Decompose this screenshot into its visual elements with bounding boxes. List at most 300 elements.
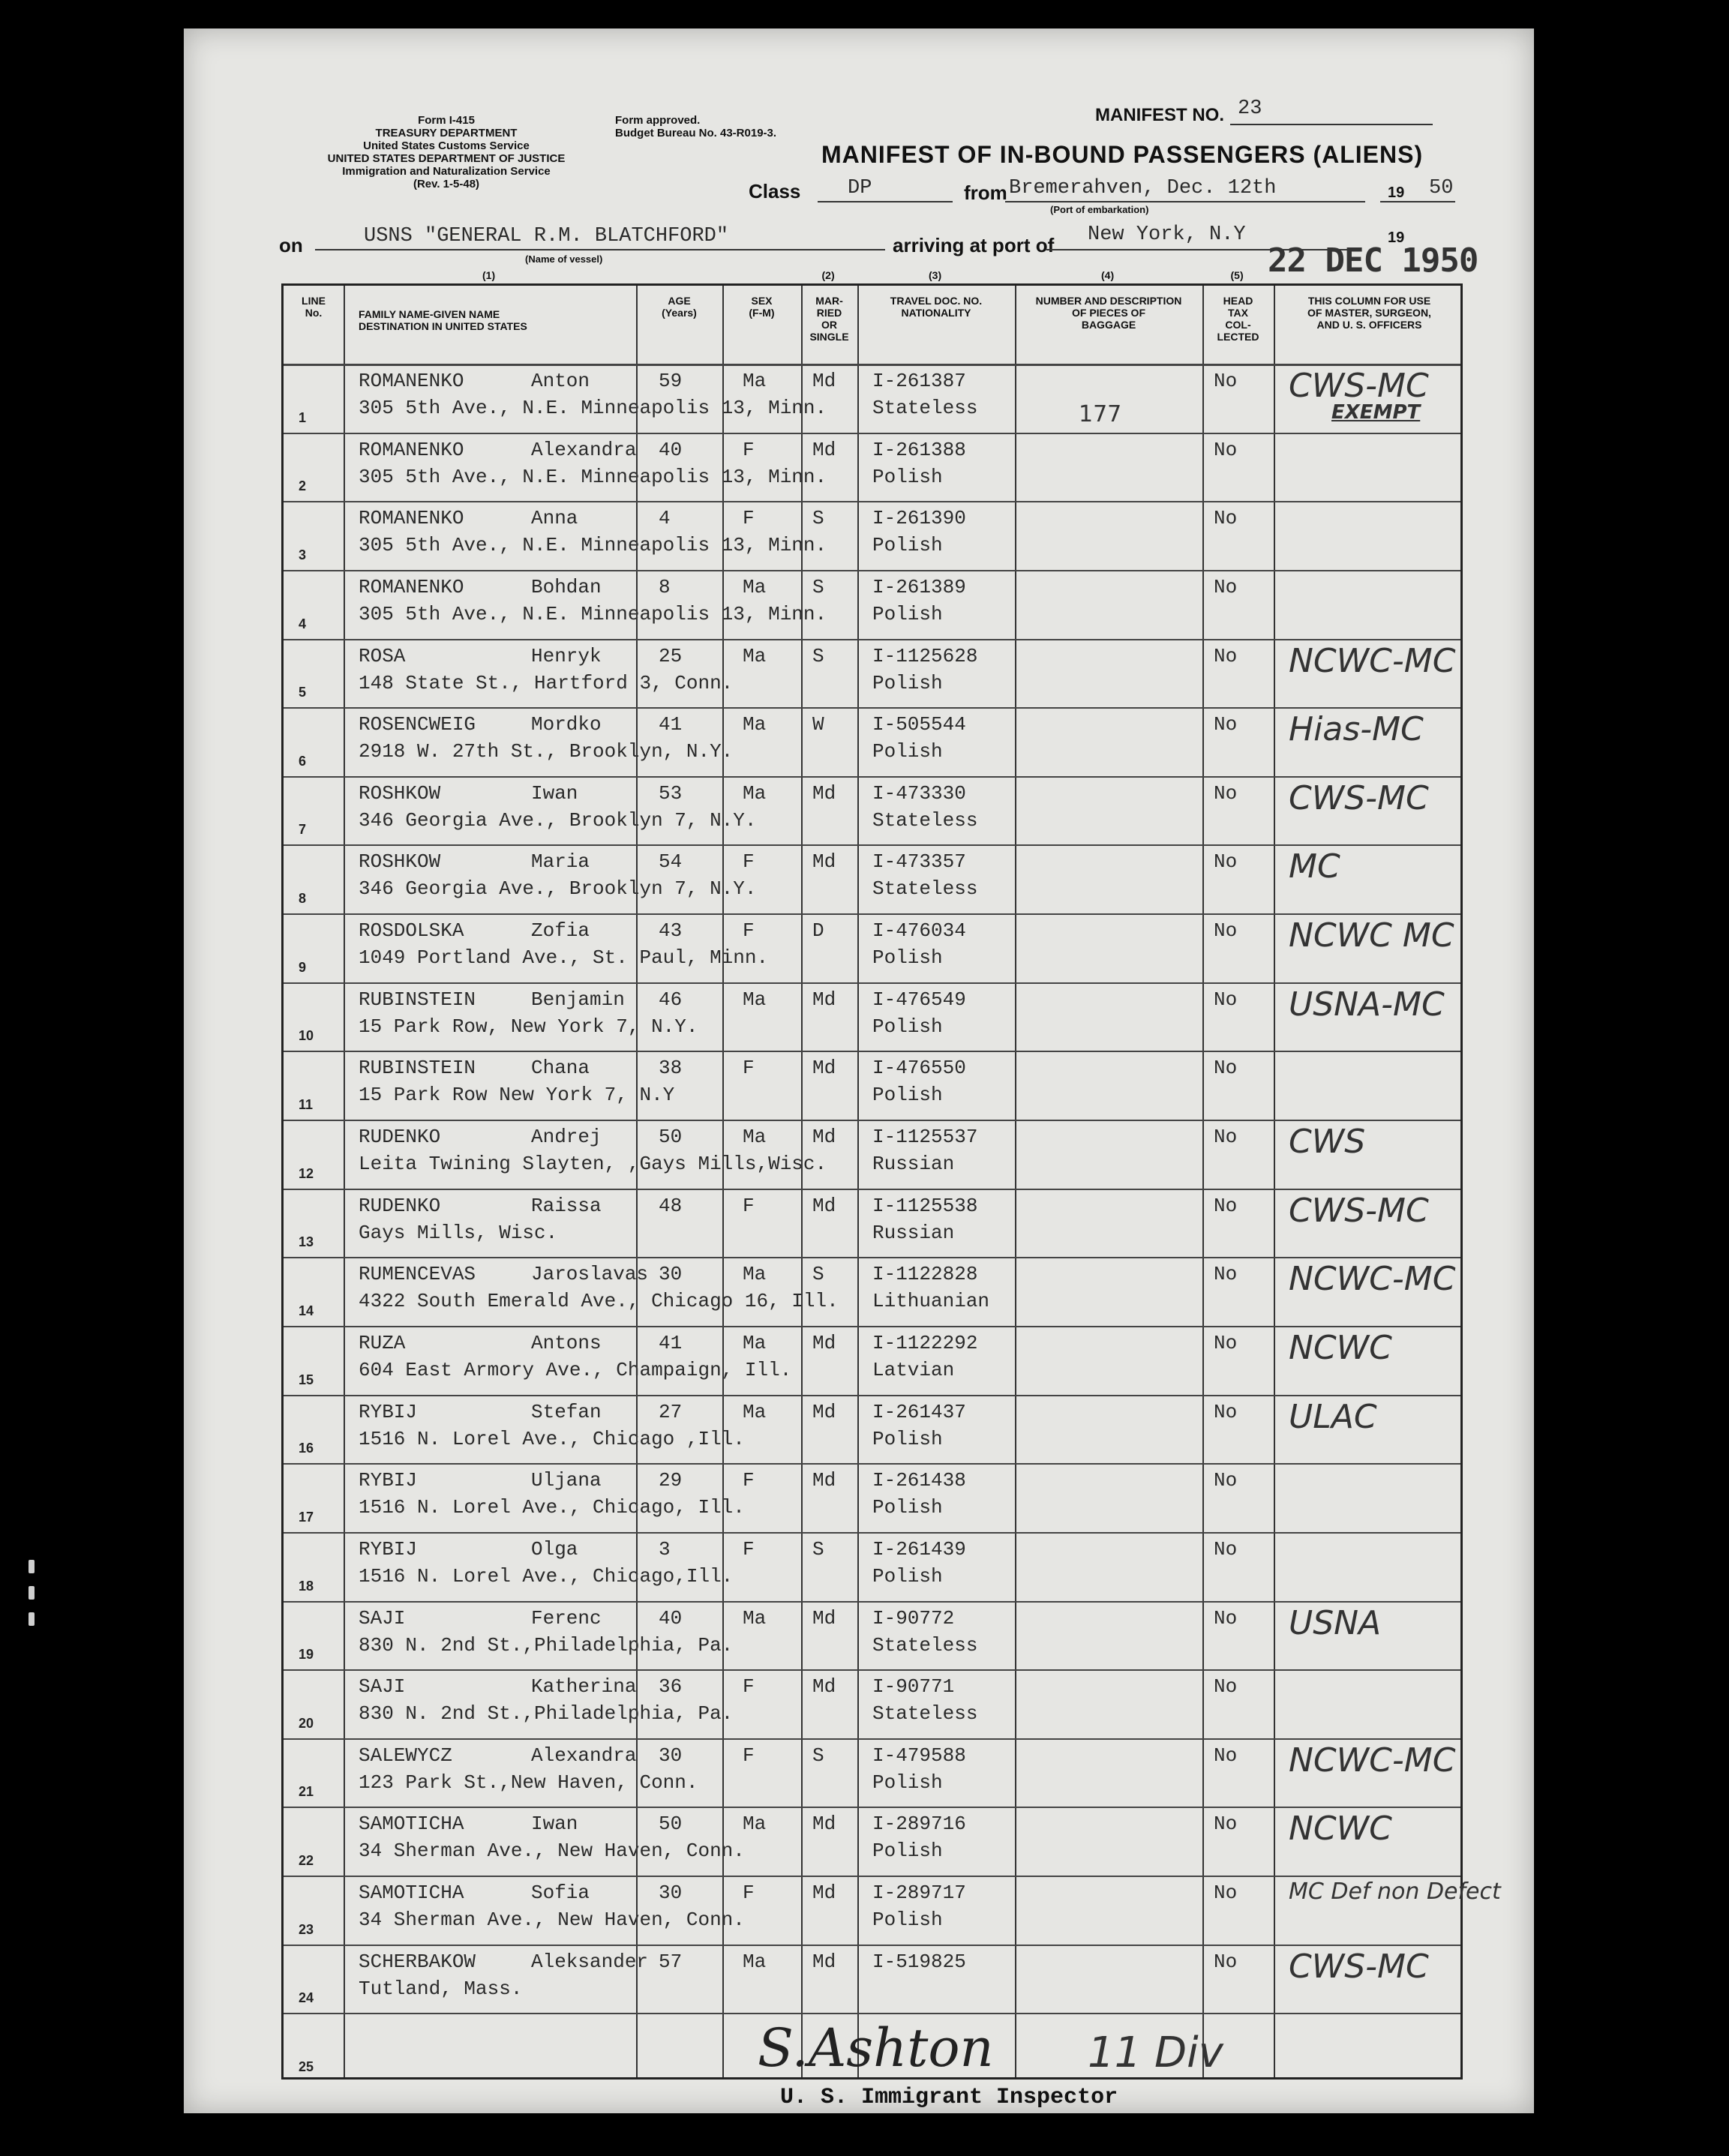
officer-note: MC: [1289, 847, 1340, 886]
column-header-line: COL-: [1225, 319, 1251, 331]
destination: 1516 N. Lorel Ave., Chicago ,Ill.: [359, 1427, 745, 1450]
officer-note: CWS-MC: [1289, 367, 1429, 405]
column-header: [1202, 295, 1274, 343]
given-name: Anna: [531, 507, 578, 530]
head-tax: No: [1214, 988, 1238, 1011]
column-number: (5): [1230, 269, 1244, 281]
arriving-port: New York, N.Y: [1088, 223, 1246, 246]
form-agency-block: [278, 114, 615, 190]
column-header-line: OR: [821, 319, 837, 331]
age: 41: [659, 713, 683, 736]
family-name: ROSA: [359, 644, 406, 667]
nationality: Polish: [872, 1496, 943, 1519]
row-divider: [284, 1738, 1460, 1740]
line-number: 14: [299, 1303, 314, 1318]
officer-note: NCWC: [1289, 1328, 1392, 1367]
given-name: Uljana: [531, 1469, 602, 1492]
row-divider: [284, 1669, 1460, 1671]
given-name: Aleksander: [531, 1950, 649, 1973]
port-embarkation-caption: (Port of embarkation): [1050, 204, 1149, 215]
sex: F: [743, 1744, 755, 1767]
column-header-line: OF MASTER, SURGEON,: [1307, 307, 1431, 319]
form-number: Form I-415: [418, 114, 475, 127]
head-tax: No: [1214, 1882, 1238, 1905]
family-name: SCHERBAKOW: [359, 1950, 476, 1973]
row-divider: [284, 1532, 1460, 1534]
family-name: SAJI: [359, 1606, 406, 1630]
head-tax: No: [1214, 1194, 1238, 1217]
exempt-handwriting: EXEMPT: [1331, 401, 1421, 424]
family-name: SAJI: [359, 1675, 406, 1699]
row-divider: [284, 1601, 1460, 1603]
family-name: RYBIJ: [359, 1400, 418, 1423]
signature-note: 11 Div: [1088, 2029, 1223, 2077]
family-name: ROSHKOW: [359, 850, 441, 874]
travel-doc-no: I-1122828: [872, 1263, 978, 1286]
given-name: Maria: [531, 850, 590, 874]
column-header-line: BAGGAGE: [1081, 319, 1136, 331]
line-number: 9: [299, 959, 307, 975]
head-tax: No: [1214, 850, 1238, 874]
nationality: Stateless: [872, 1702, 978, 1726]
age: 30: [659, 1882, 683, 1905]
given-name: Andrej: [531, 1126, 602, 1149]
destination: 1516 N. Lorel Ave., Chicago, Ill.: [359, 1496, 745, 1519]
marital-status: Md: [812, 1057, 836, 1080]
baggage-count: 177: [1079, 401, 1122, 427]
row-divider: [284, 1189, 1460, 1190]
column-header: [722, 295, 801, 319]
inspector-label: U. S. Immigrant Inspector: [780, 2085, 1118, 2110]
given-name: Henryk: [531, 644, 602, 667]
family-name: ROSHKOW: [359, 781, 441, 805]
age: 27: [659, 1400, 683, 1423]
family-name: SALEWYCZ: [359, 1744, 452, 1767]
year-value: 50: [1429, 177, 1454, 199]
column-header-line: DESTINATION IN UNITED STATES: [359, 320, 527, 332]
head-tax: No: [1214, 438, 1238, 461]
nationality: Polish: [872, 1084, 943, 1107]
page-title: MANIFEST OF IN-BOUND PASSENGERS (ALIENS): [821, 141, 1424, 168]
row-divider: [284, 1257, 1460, 1258]
marital-status: Md: [812, 1675, 836, 1699]
marital-status: S: [812, 575, 824, 598]
family-name: RYBIJ: [359, 1469, 418, 1492]
column-header-line: THIS COLUMN FOR USE: [1307, 295, 1431, 307]
family-name: ROSDOLSKA: [359, 919, 464, 943]
destination: 830 N. 2nd St.,Philadelphia, Pa.: [359, 1702, 734, 1726]
officer-note: NCWC MC: [1289, 916, 1454, 955]
nationality: Lithuanian: [872, 1290, 990, 1313]
line-number: 3: [299, 547, 307, 562]
nationality: Polish: [872, 1427, 943, 1450]
sex: F: [743, 1057, 755, 1080]
nationality: Polish: [872, 534, 943, 557]
officer-note: Hias-MC: [1289, 710, 1424, 749]
arrival-year-prefix: 19: [1388, 229, 1405, 246]
officer-note: USNA-MC: [1289, 985, 1445, 1024]
family-name: ROMANENKO: [359, 507, 464, 530]
destination: 1516 N. Lorel Ave., Chicago,Ill.: [359, 1564, 734, 1588]
column-number: (3): [929, 269, 942, 281]
head-tax: No: [1214, 370, 1238, 392]
destination: Gays Mills, Wisc.: [359, 1221, 558, 1244]
column-header: [1274, 295, 1465, 331]
column-header: [857, 295, 1015, 319]
family-name: ROMANENKO: [359, 370, 464, 392]
column-header-line: MAR-: [815, 295, 843, 307]
line-number: 7: [299, 822, 307, 838]
travel-doc-no: I-1125628: [872, 644, 978, 667]
given-name: Raissa: [531, 1194, 602, 1217]
travel-doc-no: I-476034: [872, 919, 966, 943]
age: 8: [659, 575, 671, 598]
travel-doc-no: I-261389: [872, 575, 966, 598]
head-tax: No: [1214, 1057, 1238, 1080]
column-divider: [801, 286, 803, 2077]
form-approved: Form approved.: [615, 114, 701, 127]
film-edge-mark: [29, 1560, 35, 1573]
nationality: Stateless: [872, 397, 978, 419]
nationality: Polish: [872, 602, 943, 625]
age: 4: [659, 507, 671, 530]
age: 46: [659, 988, 683, 1011]
destination: Leita Twining Slayten, ,Gays Mills,Wisc.: [359, 1153, 827, 1176]
given-name: Mordko: [531, 713, 602, 736]
family-name: SAMOTICHA: [359, 1813, 464, 1836]
sex: Ma: [743, 1813, 767, 1836]
travel-doc-no: I-473357: [872, 850, 966, 874]
column-header-line: NUMBER AND DESCRIPTION: [1035, 295, 1182, 307]
customs-service: United States Customs Service: [363, 139, 530, 152]
column-divider: [636, 286, 638, 2077]
age: 36: [659, 1675, 683, 1699]
sex: Ma: [743, 1606, 767, 1630]
column-header-line: No.: [305, 307, 323, 319]
column-header-line: HEAD: [1223, 295, 1253, 307]
family-name: RUDENKO: [359, 1126, 441, 1149]
nationality: Polish: [872, 1564, 943, 1588]
marital-status: S: [812, 1744, 824, 1767]
vessel-underline: [315, 249, 885, 250]
sex: Ma: [743, 1263, 767, 1286]
officer-note: MC Def non Defect: [1289, 1879, 1501, 1906]
sex: F: [743, 919, 755, 943]
given-name: Iwan: [531, 781, 578, 805]
travel-doc-no: I-289717: [872, 1882, 966, 1905]
officer-note: CWS: [1289, 1123, 1366, 1162]
column-divider: [1274, 286, 1275, 2077]
marital-status: Md: [812, 1400, 836, 1423]
travel-doc-no: I-261437: [872, 1400, 966, 1423]
column-divider: [1202, 286, 1204, 2077]
marital-status: S: [812, 1263, 824, 1286]
family-name: ROMANENKO: [359, 575, 464, 598]
age: 25: [659, 644, 683, 667]
head-tax: No: [1214, 919, 1238, 943]
marital-status: Md: [812, 1331, 836, 1354]
row-divider: [284, 1876, 1460, 1877]
officer-note: CWS-MC: [1289, 1947, 1429, 1986]
line-number: 2: [299, 478, 307, 494]
arriving-label: arriving at port of: [893, 234, 1055, 256]
revision: (Rev. 1-5-48): [413, 178, 480, 190]
sex: F: [743, 507, 755, 530]
travel-doc-no: I-505544: [872, 713, 966, 736]
head-tax: No: [1214, 1263, 1238, 1286]
age: 30: [659, 1263, 683, 1286]
row-divider: [284, 776, 1460, 778]
column-divider: [1015, 286, 1016, 2077]
sex: F: [743, 1194, 755, 1217]
manifest-no-value: 23: [1238, 97, 1262, 120]
travel-doc-no: I-90771: [872, 1675, 955, 1699]
row-divider: [284, 1120, 1460, 1121]
given-name: Stefan: [531, 1400, 602, 1423]
sex: Ma: [743, 575, 767, 598]
line-number: 21: [299, 1784, 314, 1800]
line-number: 25: [299, 2059, 314, 2074]
column-divider: [722, 286, 724, 2077]
officer-note: NCWC: [1289, 1810, 1392, 1849]
travel-doc-no: I-261438: [872, 1469, 966, 1492]
destination: 305 5th Ave., N.E. Minneapolis 13, Minn.: [359, 397, 827, 419]
line-number: 1: [299, 409, 307, 425]
given-name: Antons: [531, 1331, 602, 1354]
family-name: RYBIJ: [359, 1537, 418, 1561]
officer-note: NCWC-MC: [1289, 1741, 1456, 1780]
line-number: 19: [299, 1647, 314, 1663]
destination: 123 Park St.,New Haven, Conn.: [359, 1771, 698, 1794]
family-name: ROMANENKO: [359, 438, 464, 461]
head-tax: No: [1214, 781, 1238, 805]
marital-status: Md: [812, 370, 836, 392]
manifest-no-underline: [1230, 124, 1433, 125]
destination: 15 Park Row New York 7, N.Y: [359, 1084, 675, 1107]
column-header-line: OF PIECES OF: [1071, 307, 1145, 319]
sex: F: [743, 850, 755, 874]
column-number: (1): [482, 269, 496, 281]
column-header-line: NATIONALITY: [901, 307, 971, 319]
line-number: 16: [299, 1441, 314, 1456]
given-name: Chana: [531, 1057, 590, 1080]
film-edge-mark: [29, 1612, 35, 1626]
age: 50: [659, 1126, 683, 1149]
column-header-line: TAX: [1228, 307, 1248, 319]
officer-note: CWS-MC: [1289, 1191, 1429, 1230]
age: 40: [659, 1606, 683, 1630]
age: 53: [659, 781, 683, 805]
marital-status: Md: [812, 1813, 836, 1836]
line-number: 13: [299, 1234, 314, 1250]
nationality: Latvian: [872, 1358, 955, 1381]
destination: 346 Georgia Ave., Brooklyn 7, N.Y.: [359, 808, 757, 832]
destination: 1049 Portland Ave., St. Paul, Minn.: [359, 946, 769, 970]
officer-note: USNA: [1289, 1603, 1382, 1642]
given-name: Bohdan: [531, 575, 602, 598]
head-tax: No: [1214, 1400, 1238, 1423]
row-divider: [284, 2013, 1460, 2014]
head-tax: No: [1214, 1675, 1238, 1699]
travel-doc-no: I-1125538: [872, 1194, 978, 1217]
travel-doc-no: I-261387: [872, 370, 966, 392]
from-label: from: [964, 181, 1007, 204]
travel-doc-no: I-1122292: [872, 1331, 978, 1354]
family-name: ROSENCWEIG: [359, 713, 476, 736]
family-name: RUBINSTEIN: [359, 1057, 476, 1080]
head-tax: No: [1214, 1606, 1238, 1630]
marital-status: Md: [812, 988, 836, 1011]
line-number: 15: [299, 1372, 314, 1387]
marital-status: Md: [812, 1469, 836, 1492]
head-tax: No: [1214, 713, 1238, 736]
line-number: 5: [299, 685, 307, 700]
header-divider: [284, 364, 1460, 366]
marital-status: W: [812, 713, 824, 736]
travel-doc-no: I-479588: [872, 1744, 966, 1767]
given-name: Alexandra: [531, 438, 637, 461]
sex: Ma: [743, 713, 767, 736]
given-name: Jaroslavas: [531, 1263, 649, 1286]
marital-status: Md: [812, 1606, 836, 1630]
age: 54: [659, 850, 683, 874]
marital-status: S: [812, 1537, 824, 1561]
sex: Ma: [743, 988, 767, 1011]
nationality: Polish: [872, 671, 943, 694]
row-divider: [284, 1945, 1460, 1946]
column-header-line: AND U. S. OFFICERS: [1316, 319, 1422, 331]
row-divider: [284, 501, 1460, 502]
age: 3: [659, 1537, 671, 1561]
column-header: [359, 308, 651, 332]
row-divider: [284, 844, 1460, 846]
column-divider: [857, 286, 859, 2077]
row-divider: [284, 1807, 1460, 1808]
column-header-line: LECTED: [1217, 331, 1259, 343]
marital-status: Md: [812, 781, 836, 805]
head-tax: No: [1214, 1126, 1238, 1149]
sex: F: [743, 1537, 755, 1561]
line-number: 23: [299, 1921, 314, 1937]
travel-doc-no: I-473330: [872, 781, 966, 805]
destination: 305 5th Ave., N.E. Minneapolis 13, Minn.: [359, 465, 827, 488]
age: 48: [659, 1194, 683, 1217]
destination: 346 Georgia Ave., Brooklyn 7, N.Y.: [359, 877, 757, 901]
line-number: 24: [299, 1990, 314, 2006]
manifest-no-label: MANIFEST NO.: [1095, 105, 1224, 125]
nationality: Russian: [872, 1153, 955, 1176]
marital-status: S: [812, 507, 824, 530]
year-underline: [1380, 201, 1455, 202]
given-name: Olga: [531, 1537, 578, 1561]
marital-status: Md: [812, 1194, 836, 1217]
row-divider: [284, 433, 1460, 434]
family-name: RUBINSTEIN: [359, 988, 476, 1011]
sex: Ma: [743, 1400, 767, 1423]
from-value: Bremerahven, Dec. 12th: [1009, 177, 1277, 199]
row-divider: [284, 1395, 1460, 1396]
destination: 4322 South Emerald Ave., Chicago 16, Ill.: [359, 1290, 839, 1313]
column-number: (2): [821, 269, 835, 281]
class-underline: [818, 201, 953, 202]
column-header: [1015, 295, 1202, 331]
column-header-line: TRAVEL DOC. NO.: [890, 295, 983, 307]
travel-doc-no: I-1125537: [872, 1126, 978, 1149]
row-divider: [284, 570, 1460, 571]
row-divider: [284, 1463, 1460, 1465]
destination: 604 East Armory Ave., Champaign, Ill.: [359, 1358, 792, 1381]
row-divider: [284, 913, 1460, 915]
line-number: 8: [299, 891, 307, 907]
given-name: Alexandra: [531, 1744, 637, 1767]
destination: 34 Sherman Ave., New Haven, Conn.: [359, 1909, 745, 1932]
column-header-line: AGE: [668, 295, 691, 307]
budget-bureau: Budget Bureau No. 43-R019-3.: [615, 127, 777, 139]
age: 29: [659, 1469, 683, 1492]
travel-doc-no: I-476549: [872, 988, 966, 1011]
destination: Tutland, Mass.: [359, 1977, 523, 2000]
line-number: 22: [299, 1853, 314, 1869]
officer-note: CWS-MC: [1289, 778, 1429, 817]
row-divider: [284, 707, 1460, 709]
nationality: Polish: [872, 1909, 943, 1932]
sex: F: [743, 1882, 755, 1905]
marital-status: Md: [812, 438, 836, 461]
given-name: Benjamin: [531, 988, 625, 1011]
travel-doc-no: I-476550: [872, 1057, 966, 1080]
column-header: [801, 295, 857, 343]
officer-note: NCWC-MC: [1289, 641, 1456, 680]
head-tax: No: [1214, 1813, 1238, 1836]
column-header-line: SINGLE: [809, 331, 849, 343]
age: 50: [659, 1813, 683, 1836]
nationality: Stateless: [872, 1633, 978, 1657]
travel-doc-no: I-261439: [872, 1537, 966, 1561]
nationality: Polish: [872, 1015, 943, 1038]
head-tax: No: [1214, 507, 1238, 530]
head-tax: No: [1214, 644, 1238, 667]
column-header-line: FAMILY NAME-GIVEN NAME: [359, 308, 500, 320]
nationality: Stateless: [872, 808, 978, 832]
column-header-line: RIED: [816, 307, 842, 319]
marital-status: Md: [812, 850, 836, 874]
ins: Immigration and Naturalization Service: [342, 165, 551, 178]
year-prefix: 19: [1388, 184, 1405, 201]
nationality: Polish: [872, 1840, 943, 1863]
marital-status: Md: [812, 1950, 836, 1973]
travel-doc-no: I-90772: [872, 1606, 955, 1630]
travel-doc-no: I-289716: [872, 1813, 966, 1836]
given-name: Ferenc: [531, 1606, 602, 1630]
sex: Ma: [743, 1331, 767, 1354]
treasury-dept: TREASURY DEPARTMENT: [375, 127, 518, 139]
travel-doc-no: I-261390: [872, 507, 966, 530]
given-name: Sofia: [531, 1882, 590, 1905]
destination: 830 N. 2nd St.,Philadelphia, Pa.: [359, 1633, 734, 1657]
age: 38: [659, 1057, 683, 1080]
given-name: Iwan: [531, 1813, 578, 1836]
nationality: Stateless: [872, 877, 978, 901]
age: 40: [659, 438, 683, 461]
line-number: 12: [299, 1165, 314, 1181]
marital-status: Md: [812, 1126, 836, 1149]
given-name: Katherina: [531, 1675, 637, 1699]
nationality: Polish: [872, 1771, 943, 1794]
head-tax: No: [1214, 1469, 1238, 1492]
nationality: Polish: [872, 946, 943, 970]
row-divider: [284, 982, 1460, 984]
row-divider: [284, 1326, 1460, 1327]
